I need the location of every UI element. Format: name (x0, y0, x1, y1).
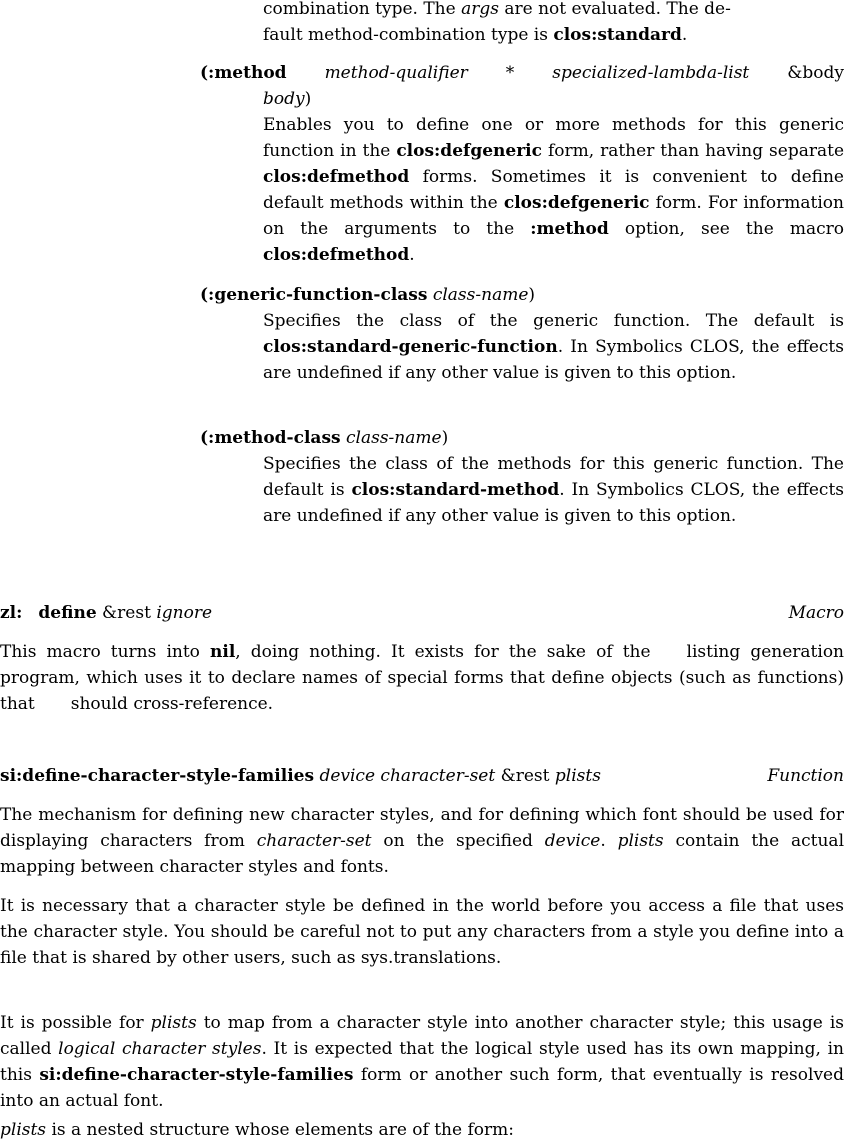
character-style-families-entry-heading (0, 763, 844, 789)
desc-text: . In Symbolics CLOS, the effects are undefined if any other value is given to this option. (263, 480, 844, 526)
entry-kind: Macro (788, 603, 844, 623)
option-keyword: (:method-class (200, 428, 341, 448)
option-keyword: (:generic-function-class (200, 285, 428, 305)
option-keyword: (:method (200, 63, 287, 83)
paren: ) (528, 285, 536, 305)
desc-text: . (600, 831, 618, 851)
device-term: device (544, 831, 601, 851)
desc-text: to map from a character style into another character style; this usage is called (0, 1013, 844, 1059)
logical-character-styles-term: logical character styles (58, 1039, 262, 1059)
desc-text: listing generation program, which uses it to declare names of special forms that define objects (such as functions) that (0, 642, 844, 714)
method-option-description (263, 112, 844, 268)
entry-arg: ignore (156, 603, 213, 623)
clos-standard-term: clos:standard (553, 25, 682, 45)
desc-text: form. For information on the arguments to the (263, 193, 844, 239)
method-keyword-term: :method (530, 219, 609, 239)
option-args: method-qualifier * specialized-lambda-list (324, 63, 750, 83)
args-term: args (461, 0, 499, 19)
body-keyword: &body (787, 63, 844, 83)
desc-text: It is possible for (0, 1013, 151, 1033)
method-class-option-signature (200, 425, 844, 451)
rest-keyword: &rest (102, 603, 151, 623)
character-style-families-paragraph-1 (0, 802, 844, 880)
plists-term: plists (0, 1120, 47, 1140)
character-style-families-paragraph-2 (0, 893, 844, 971)
defmethod-term: clos:defmethod (263, 167, 410, 187)
entry-name: define (38, 603, 97, 623)
desc-text: Specifies the class of the methods for this generic function. The default is (263, 454, 844, 500)
define-entry-description (0, 639, 844, 717)
fragment-text: . (681, 25, 688, 45)
nil-term: nil (210, 642, 236, 662)
body-arg: body (263, 89, 305, 109)
option-arg: class-name (346, 428, 442, 448)
desc-text: on the specified (371, 831, 545, 851)
entry-name: si:define-character-style-families (0, 766, 315, 786)
defgeneric-term: clos:defgeneric (396, 141, 542, 161)
desc-text: contain the actual mapping between character styles and fonts. (0, 831, 844, 877)
rest-keyword: &rest (500, 766, 550, 786)
plists-term: plists (617, 831, 664, 851)
method-option-signature-cont (263, 86, 844, 112)
method-option-signature (200, 60, 844, 86)
entry-args: device character-set (319, 766, 496, 786)
desc-text: , doing nothing. It exists for the sake of the (235, 642, 651, 662)
character-style-families-paragraph-3 (0, 1010, 844, 1114)
plists-term: plists (150, 1013, 197, 1033)
fragment-text: combination type. The (263, 0, 462, 19)
entry-kind: Function (767, 766, 844, 786)
desc-text: Enables you to define one or more methods for this generic function in the (263, 115, 844, 161)
desc-text: form, rather than having separate (541, 141, 844, 161)
desc-text: It is necessary that a character style be defined in the world before you access a file that uses the character style. You should be careful not to put any characters from a style you define into a file that is shared by other users, such as sys.translations. (0, 896, 844, 968)
option-arg: class-name (432, 285, 529, 305)
method-class-option-description (263, 451, 844, 529)
entry-package-prefix: zl: (0, 603, 23, 623)
entry-arg: plists (554, 766, 601, 786)
desc-text: Specifies the class of the generic function. The default is (263, 311, 844, 331)
defgeneric-term: clos:defgeneric (503, 193, 650, 213)
desc-text: . (409, 245, 415, 265)
character-style-families-paragraph-4 (0, 1117, 844, 1143)
paren: ) (441, 428, 449, 448)
generic-function-class-option-signature (200, 282, 844, 308)
desc-text: is a nested structure whose elements are of the form: (46, 1120, 514, 1140)
character-set-term: character-set (256, 831, 372, 851)
desc-text: option, see the macro (608, 219, 844, 239)
defmethod-term: clos:defmethod (263, 245, 410, 265)
generic-function-class-option-description (263, 308, 844, 386)
desc-text: This macro turns into (0, 642, 210, 662)
desc-text: form or another such form, that eventually is resolved into an actual font. (0, 1065, 844, 1111)
fragment-text: are not evaluated. The de- (498, 0, 731, 19)
define-character-style-families-term: si:define-character-style-families (39, 1065, 354, 1085)
desc-text: . It is expected that the logical style used has its own mapping, in this (0, 1039, 844, 1085)
standard-method-term: clos:standard-method (351, 480, 560, 500)
desc-text: should cross-reference. (70, 694, 274, 714)
define-entry-heading (0, 600, 844, 626)
standard-generic-function-term: clos:standard-generic-function (263, 337, 558, 357)
desc-text: . In Symbolics CLOS, the effects are undefined if any other value is given to this option. (263, 337, 844, 383)
paren: ) (304, 89, 312, 109)
desc-text: The mechanism for defining new character styles, and for defining which font should be used for displaying characters from (0, 805, 844, 851)
fragment-text: fault method-combination type is (263, 25, 554, 45)
method-combination-fragment (263, 0, 844, 48)
desc-text: forms. Sometimes it is convenient to define default methods within the (263, 167, 844, 213)
